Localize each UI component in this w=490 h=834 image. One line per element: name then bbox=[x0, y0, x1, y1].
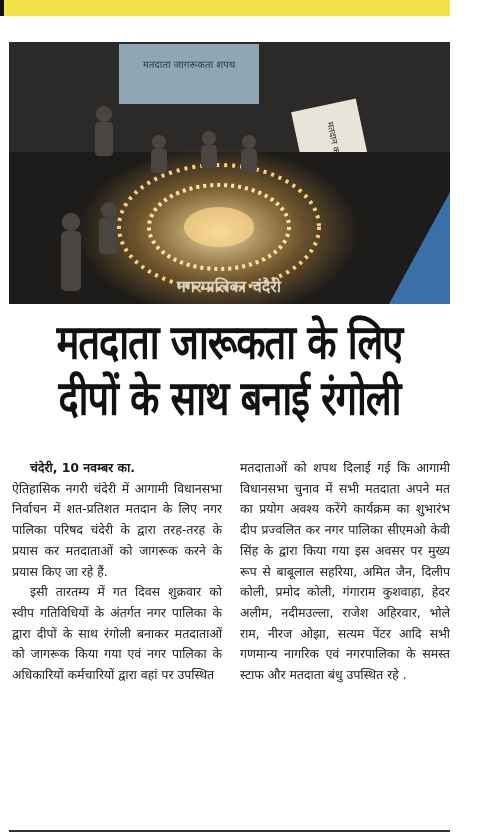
top-edge-mark bbox=[0, 0, 4, 16]
article-body bbox=[12, 458, 450, 808]
dateline-paragraph bbox=[12, 458, 222, 479]
top-color-strip bbox=[0, 0, 450, 16]
paragraph: ऐतिहासिक नगरी चंदेरी में आगामी विधानसभा निर्वाचन में शत-प्रतिशत मतदान के लिए नगर पालिका परिषद चंदेरी के द्वारा तरह-तरह के प्रयास कर मतदाताओं को जागरूक करने के प्रयास किए जा रहे हैं. bbox=[12, 480, 222, 579]
banner-left bbox=[119, 44, 259, 104]
rangoli-photo-illustration bbox=[9, 42, 450, 304]
news-photo bbox=[9, 42, 450, 304]
article-column-1 bbox=[12, 458, 222, 808]
headline bbox=[9, 314, 450, 426]
bottom-rule bbox=[9, 830, 450, 832]
banner-left-text: मतदाता जागरूकता शपथ bbox=[142, 60, 236, 71]
center-candles bbox=[184, 207, 254, 247]
article-column-2 bbox=[240, 458, 450, 808]
paragraph: मतदाताओं को शपथ दिलाई गई कि आगामी विधानसभा चुनाव में सभी मतदाता अपने मत का प्रयोग अवश्य करेंगे कार्यक्रम का शुभारंभ दीप प्रज्वलित कर नगर पालिका सीएमओ केवी सिंह के द्वारा किया गया इस अवसर पर मुख्य रूप से बाबूलाल सहरिया, अमित जैन, दिलीप कोली, प्रमोद कोली, गंगाराम कुशवाहा, हेदर अलीम, नदीमउल्ला, राजेश अहिरवार, भोले राम, नीरज ओझा, सत्यम पेंटर आदि सभी गणमान्य नागरिक एवं नगरपालिका के समस्त स्टाफ और मतदाता बंधु उपस्थित रहे . bbox=[240, 460, 450, 683]
rangoli-text: नगरपालिका चंदेरी bbox=[176, 277, 282, 296]
paragraph: इसी तारतम्य में गत दिवस शुक्रवार को स्वीप गतिविधियों के अंतर्गत नगर पालिका के द्वारा दीपों के साथ रंगोली बनाकर मतदाताओं को जागरूक किया गया एवं नगर पालिका के अधिकारियों कर्मचारियों द्वारा वहां पर उपस्थित bbox=[12, 584, 222, 683]
headline-line-1: मतदाता जारूकता के लिए bbox=[56, 314, 403, 370]
headline-line-2: दीपों के साथ बनाई रंगोली bbox=[58, 370, 401, 426]
dateline: चंदेरी, 10 नवम्बर का. bbox=[30, 460, 135, 475]
